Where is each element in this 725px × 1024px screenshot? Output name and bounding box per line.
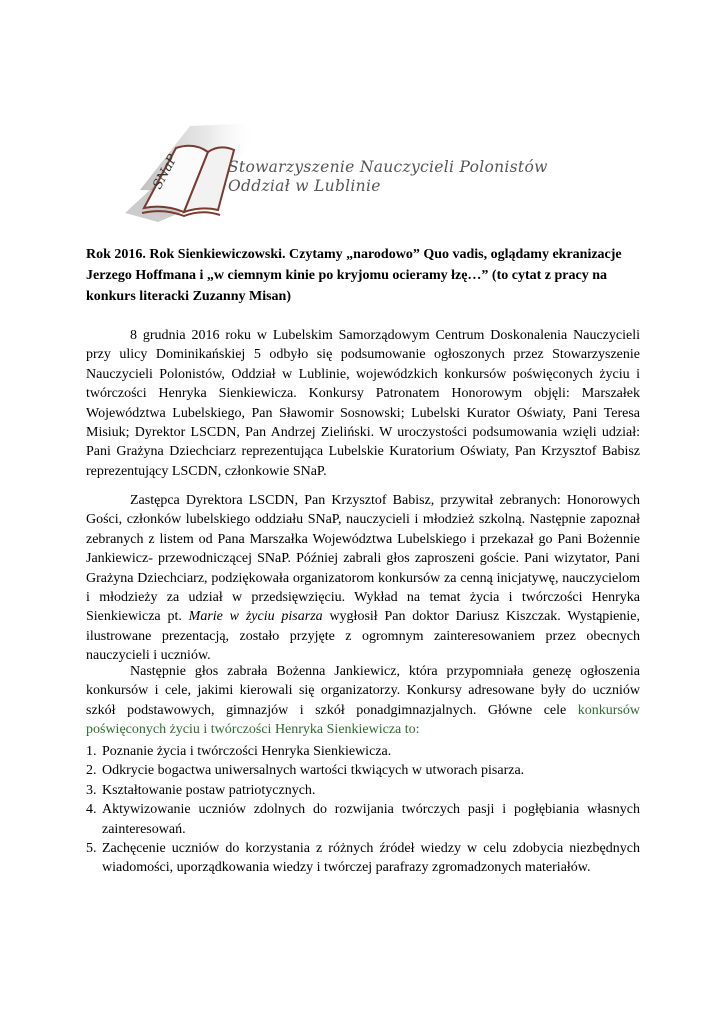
logo-book-text: SNaP: [150, 152, 181, 192]
list-item: [86, 800, 640, 839]
list-item-number: 2.: [86, 763, 97, 779]
list-item: [86, 781, 640, 800]
list-item-text: Kształtowanie postaw patriotycznych.: [102, 782, 316, 798]
paragraph-3-text: Następnie głos zabrała Bożenna Jankiewicz, która przypomniała genezę ogłoszenia konkursów i cele, jakimi kierowali się organizatorzy. Konkursy adresowane były do uczniów szkół podstawowych, gimnazjów i szkół ponadgimnazjalnych. Główne cele: [86, 664, 640, 718]
paragraph-3: [86, 662, 640, 740]
goals-list: [86, 742, 640, 878]
list-item-number: 3.: [86, 782, 97, 798]
list-item-number: 1.: [86, 744, 97, 759]
paragraph-1-text: 8 grudnia 2016 roku w Lubelskim Samorządowym Centrum Doskonalenia Nauczycieli przy ulicy Dominikańskiej 5 odbyło się podsumowanie ogłoszonych przez Stowarzyszenie Nauczycieli Polonistów, Oddział w Lublinie, wojewódzkich konkursów poświęconych życiu i twórczości Henryka Sienkiewicza. Konkursy Patronatem Honorowym objęli: Marszałek Województwa Lubelskiego, Pan Sławomir Sosnowski; Lubelski Kurator Oświaty, Pani Teresa Misiuk; Dyrektor LSCDN, Pan Andrzej Zieliński. W uroczystości podsumowania wzięli udział: Pani Grażyna Dziechciarz reprezentująca Lubelskie Kuratorium Oświaty, Pan Krzysztof Babisz reprezentujący LSCDN, członkowie SNaP.: [86, 328, 640, 479]
paragraph-1: [86, 326, 640, 481]
logo-branch-name: Oddział w Lublinie: [228, 177, 381, 195]
list-item-text: Poznanie życia i twórczości Henryka Sienkiewicza.: [102, 744, 392, 759]
paragraph-2-text: Zastępca Dyrektora LSCDN, Pan Krzysztof Babisz, przywitał zebranych: Honorowych Gości, członków lubelskiego oddziału SNaP, nauczycieli i młodzież szkolną. Następnie zapoznał zebranych z listem od Pana Marszałka Województwa Lubelskiego i przekazał go Pani Bożennie Jankiewicz- przewodniczącej SNaP. Później zabrali głos zaproszeni goście. Pani wizytator, Pani Grażyna Dziechciarz, podziękowała organizatorom konkursów za cenną inicjatywę, nauczycielom i młodzieży za udział w przedsięwzięciu. Wykład na temat życia i twórczości Henryka Sienkiewicza pt.: [86, 493, 640, 625]
list-item: [86, 839, 640, 878]
list-item-number: 4.: [86, 802, 97, 818]
paragraph-2-text-end: wygłosił Pan doktor Dariusz Kiszczak. Wystąpienie, ilustrowane prezentacją, zostało przyjęte z ogromnym zainteresowaniem przez obecnych nauczycieli i uczniów.: [86, 609, 640, 664]
list-item: [86, 742, 640, 761]
list-item: [86, 761, 640, 780]
goals-intro: konkursów poświęconych życiu i twórczości Henryka Sienkiewicza to:: [86, 702, 640, 738]
lecture-title: Marie w życiu pisarza: [188, 609, 323, 625]
paragraph-2: [86, 491, 640, 666]
snap-logo: [120, 118, 580, 223]
article-title: Rok 2016. Rok Sienkiewiczowski. Czytamy „narodowo” Quo vadis, oglądamy ekranizacje Jerzego Hoffmana i „w ciemnym kinie po kryjomu ocieramy łzę…” (to cytat z pracy na konkurs literacki Zuzanny Misan): [86, 247, 622, 304]
list-item-text: Zachęcenie uczniów do korzystania z różnych źródeł wiedzy w celu zdobycia niezbędnych wiadomości, uporządkowania wiedzy i twórczej parafrazy zgromadzonych materiałów.: [102, 841, 640, 876]
list-item-number: 5.: [86, 841, 97, 857]
list-item-text: Aktywizowanie uczniów zdolnych do rozwijania twórczych pasji i pogłębiania własnych zainteresowań.: [102, 802, 640, 837]
list-item-text: Odkrycie bogactwa uniwersalnych wartości tkwiących w utworach pisarza.: [102, 763, 525, 779]
logo-association-name: Stowarzyszenie Nauczycieli Polonistów: [228, 158, 548, 176]
